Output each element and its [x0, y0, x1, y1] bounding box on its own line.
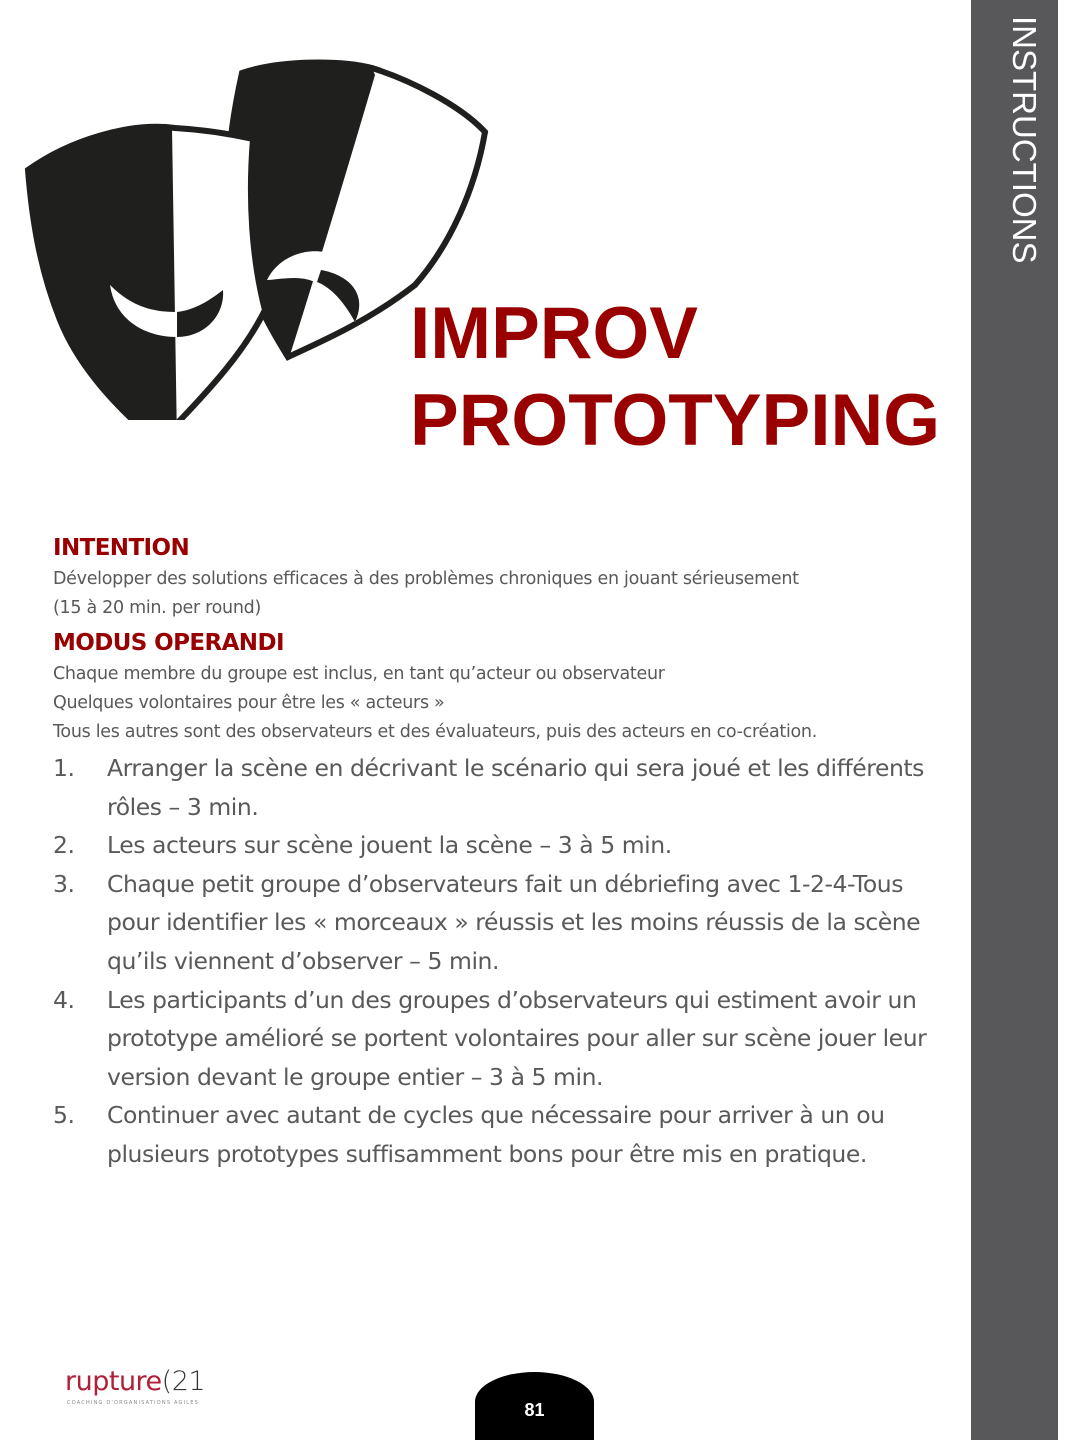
- logo-word: rupture: [65, 1366, 162, 1397]
- step-text: Les participants d’un des groupes d’observateurs qui estiment avoir un prototype amélioré se portent volontaires pour aller sur scène jouer leur version devant le groupe entier – 3 à 5 min.: [107, 985, 927, 1091]
- step-number: 4.: [53, 985, 75, 1014]
- modus-line: Chaque membre du groupe est inclus, en tant qu’acteur ou observateur: [53, 664, 665, 684]
- happy-mask-icon: [28, 127, 265, 420]
- step-number: 2.: [53, 831, 75, 860]
- title-line-2: PROTOTYPING: [410, 380, 940, 461]
- step-text: Chaque petit groupe d’observateurs fait un débriefing avec 1-2-4-Tous pour identifier les « morceaux » réussis et les moins réussis de la scène qu’ils viennent d’observer – 5 min.: [107, 869, 921, 975]
- intention-heading: INTENTION: [53, 535, 190, 561]
- list-item: [53, 749, 953, 826]
- instructions-content: [53, 532, 953, 1174]
- step-text: Continuer avec autant de cycles que nécessaire pour arriver à un ou plusieurs prototypes suffisamment bons pour être mis en pratique.: [107, 1101, 885, 1168]
- list-item: [53, 865, 953, 981]
- title-line-1: IMPROV: [410, 293, 698, 374]
- list-item: [53, 981, 953, 1097]
- step-number: 1.: [53, 754, 75, 782]
- modus-line: Quelques volontaires pour être les « acteurs »: [53, 693, 445, 713]
- logo-tagline: COACHING D'ORGANISATIONS AGILES: [67, 1400, 200, 1406]
- step-number: 3.: [53, 869, 75, 898]
- section-label: INSTRUCTIONS: [1006, 16, 1043, 264]
- intention-line: (15 à 20 min. per round): [53, 598, 261, 618]
- modus-line: Tous les autres sont des observateurs et des évaluateurs, puis des acteurs en co-création.: [53, 722, 817, 742]
- page-title: [410, 290, 940, 464]
- logo-paren: (: [161, 1366, 172, 1397]
- step-text: Arranger la scène en décrivant le scénario qui sera joué et les différents rôles – 3 min.: [107, 754, 924, 821]
- list-item: [53, 1096, 953, 1173]
- step-number: 5.: [53, 1101, 75, 1130]
- modus-heading: MODUS OPERANDI: [53, 630, 284, 656]
- intention-line: Développer des solutions efficaces à des problèmes chroniques en jouant sérieusement: [53, 569, 799, 589]
- steps-list: [53, 749, 953, 1174]
- logo-wordmark: [65, 1366, 205, 1398]
- logo-number: 21: [171, 1366, 206, 1397]
- step-text: Les acteurs sur scène jouent la scène – 3 à 5 min.: [107, 831, 672, 860]
- list-item: [53, 826, 953, 865]
- page-number: 81: [475, 1372, 594, 1440]
- rupture21-logo: [65, 1366, 225, 1412]
